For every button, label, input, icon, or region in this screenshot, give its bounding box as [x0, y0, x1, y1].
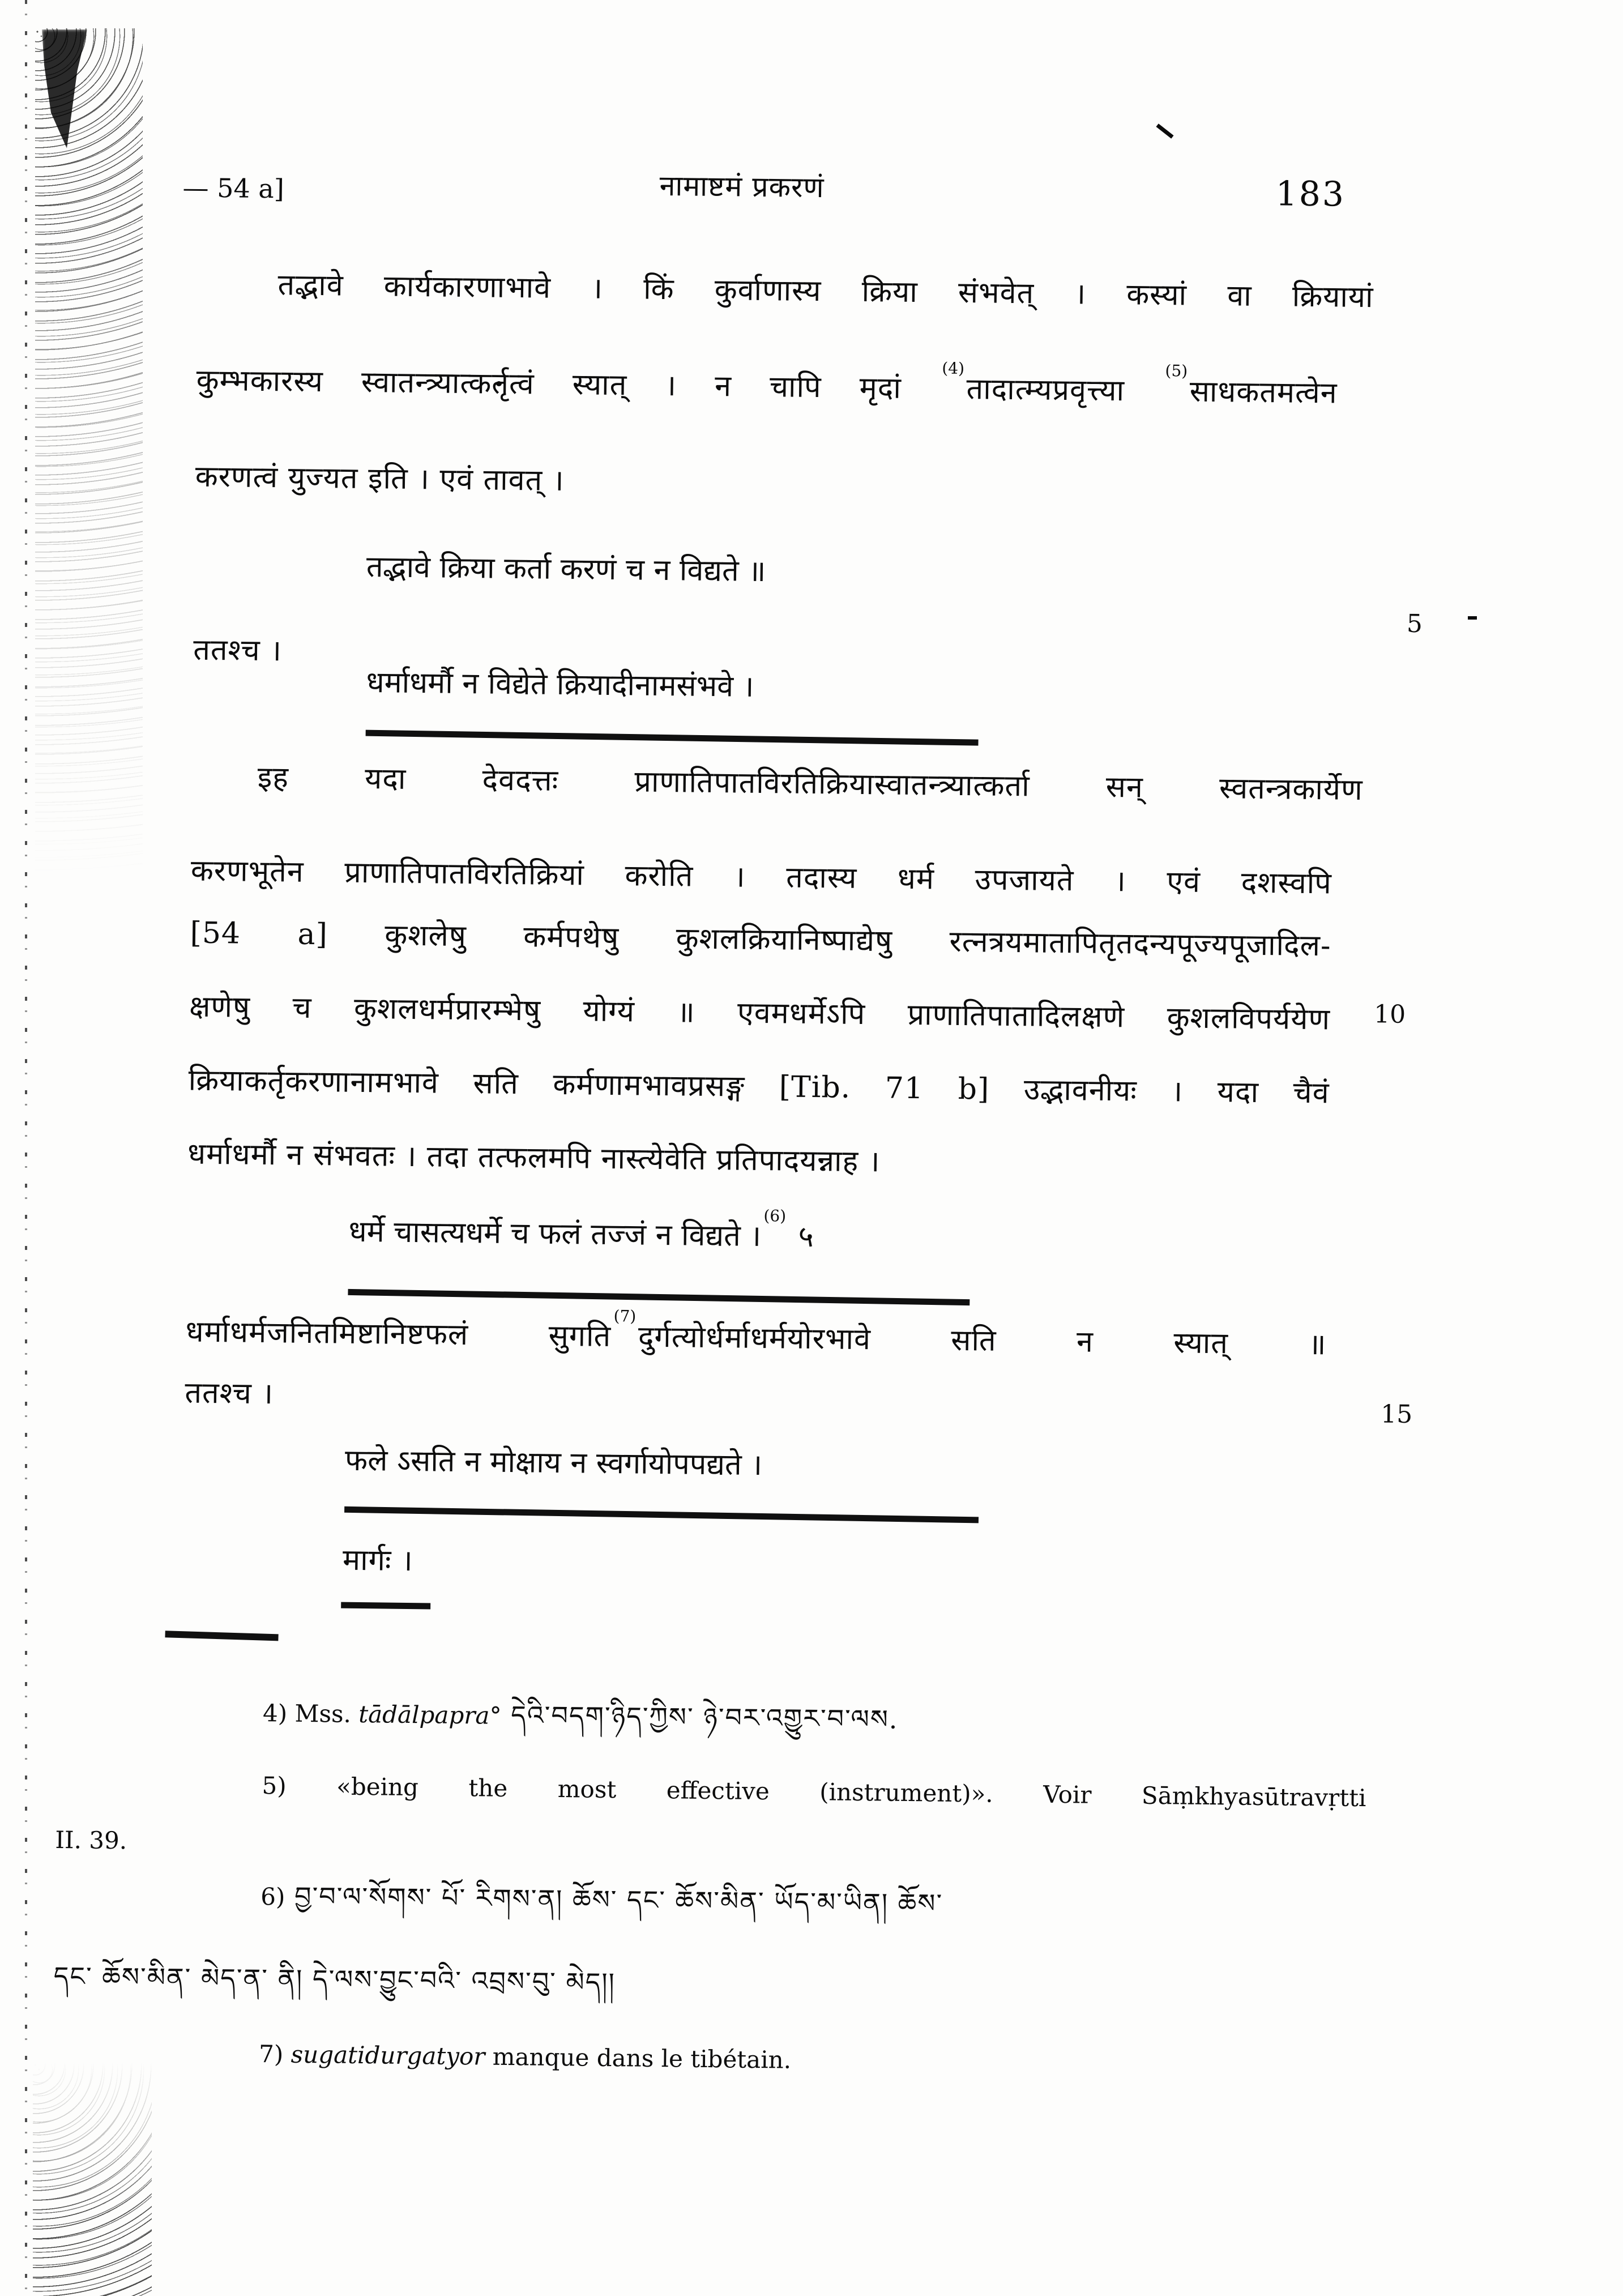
footnote-marker-6: (6) — [763, 1206, 787, 1226]
verse-line: तद्भावे क्रिया कर्ता करणं च न विद्यते ॥ — [366, 550, 766, 589]
footnote-sanskrit-term: tādālpapra° — [358, 1700, 502, 1730]
body-text: कुम्भकारस्य स्वातन्त्र्यात्कर्तृत्वं स्यात् । न चापि मृदां — [196, 363, 940, 406]
body-line: करणभूतेन प्राणातिपातविरतिक्रियां करोति । तदास्य धर्म उपजायते । एवं दशस्वपि — [190, 853, 1332, 901]
footnote-label: 6) — [260, 1883, 285, 1911]
footnote-label: 7) — [258, 2040, 284, 2068]
footnote-sanskrit-term: sugatidurgatyor — [283, 2040, 485, 2071]
body-text: साधकतमत्वेन — [1189, 374, 1338, 411]
margin-line-number-5: 5 — [1406, 609, 1423, 639]
folio-ref-inline: [54 a] — [190, 916, 328, 952]
body-text: दुर्गत्योर्धर्माधर्मयोरभावे सति न स्यात् ॥ — [638, 1320, 1327, 1362]
footnote-rule — [165, 1631, 278, 1641]
margin-line-number-10: 10 — [1373, 1000, 1406, 1029]
footnote-marker-5: (5) — [1165, 361, 1188, 381]
verse-line — [348, 1206, 814, 1256]
body-line: ततश्च । — [185, 1376, 274, 1411]
body-text: उद्भावनीयः । यदा चैवं — [989, 1072, 1330, 1111]
footnote-4 — [263, 1696, 899, 1736]
verse-text: धर्मे चासत्यधर्मे च फलं तज्जं न विद्यते । — [348, 1214, 762, 1254]
body-line: धर्माधर्मौ न संभवतः । तदा तत्फलमपि नास्त्येवेति प्रतिपादयन्नाह । — [187, 1137, 881, 1179]
verse-underline — [366, 730, 979, 746]
body-line: करणत्वं युज्यत इति । एवं तावत् । — [195, 459, 565, 498]
footnote-text: «being the most effective (instrument)». Voir Sāṃkhyasūtravṛtti — [286, 1772, 1366, 1812]
footnote-6 — [260, 1880, 943, 1920]
body-line: ततश्च । — [193, 633, 283, 668]
body-line: क्षणेषु च कुशलधर्मप्रारम्भेषु योग्यं ॥ एवमधर्मेऽपि प्राणातिपातादिलक्षणे कुशलविपर्ययेण — [189, 989, 1331, 1037]
body-line: इह यदा देवदत्तः प्राणातिपातविरतिक्रियास्वातन्त्र्यात्कर्ता सन् स्वतन्त्रकार्येण — [257, 760, 1363, 808]
footnote-text: Mss. — [287, 1699, 359, 1729]
footnote-7 — [259, 2039, 791, 2075]
verse-underline — [344, 1507, 979, 1523]
verse-number: ५ — [798, 1219, 814, 1254]
tibetan-folio-ref-inline: [Tib. 71 b] — [779, 1070, 990, 1107]
footnote-tibetan-text: དེའི་བདག་ཉིད་ཀྱིས་ ཉེ་བར་འགྱུར་བ་ལས. — [501, 1699, 899, 1735]
body-line — [185, 1306, 1327, 1364]
footnote-marker-7: (7) — [613, 1306, 637, 1326]
verse-line: धर्माधर्मौ न विद्येते क्रियादीनामसंभवे । — [366, 665, 754, 704]
footnote-5 — [262, 1771, 1366, 1813]
footnote-tibetan-text: བྱ་བ་ལ་སོགས་ པོ་ རིགས་ན། ཆོས་ དང་ ཆོས་མིན་ ཡོད་མ་ཡིན། ཆོས་ — [285, 1880, 943, 1919]
verse-underline — [348, 1289, 969, 1305]
footnote-marker-4: (4) — [942, 359, 965, 378]
verse-line: फले ऽसति न मोक्षाय न स्वर्गायोपपद्यते । — [344, 1443, 763, 1483]
header-folio-ref: — 54 a] — [182, 172, 285, 204]
body-line: मार्गः । — [342, 1543, 414, 1578]
body-text: धर्माधर्मजनितमिष्टानिष्टफलं सुगति — [185, 1315, 612, 1354]
body-line — [190, 915, 1331, 965]
body-line — [196, 359, 1338, 412]
page-number: 183 — [1275, 174, 1346, 215]
footnote-label: 5) — [262, 1772, 287, 1800]
footnote-text: manque dans le tibétain. — [485, 2042, 792, 2074]
marga-underline — [341, 1602, 430, 1610]
footnote-6-continued: དང་ ཆོས་མིན་ མེད་ན་ ནི། དེ་ལས་བྱུང་བའི་ འབྲས་བུ་ མེད།། — [53, 1960, 616, 1998]
body-text: कुशलेषु कर्मपथेषु कुशलक्रियानिष्पाद्येषु रत्नत्रयमातापितृतदन्यपूज्यपूजादिल- — [327, 917, 1331, 963]
body-text: क्रियाकर्तृकरणानामभावे सति कर्मणामभावप्रसङ्ग — [188, 1063, 780, 1104]
page-title: नामाष्टमं प्रकरणं — [659, 169, 825, 204]
body-line: तद्भावे कार्यकारणाभावे । किं कुर्वाणास्य क्रिया संभवेत् । कस्यां वा क्रियायां — [277, 268, 1374, 315]
footnote-5-continued: II. 39. — [55, 1825, 127, 1855]
body-line — [188, 1062, 1330, 1112]
margin-line-number-15: 15 — [1380, 1399, 1413, 1429]
footnote-label: 4) — [262, 1699, 288, 1727]
body-text: तादात्म्यप्रवृत्त्या — [966, 372, 1163, 408]
